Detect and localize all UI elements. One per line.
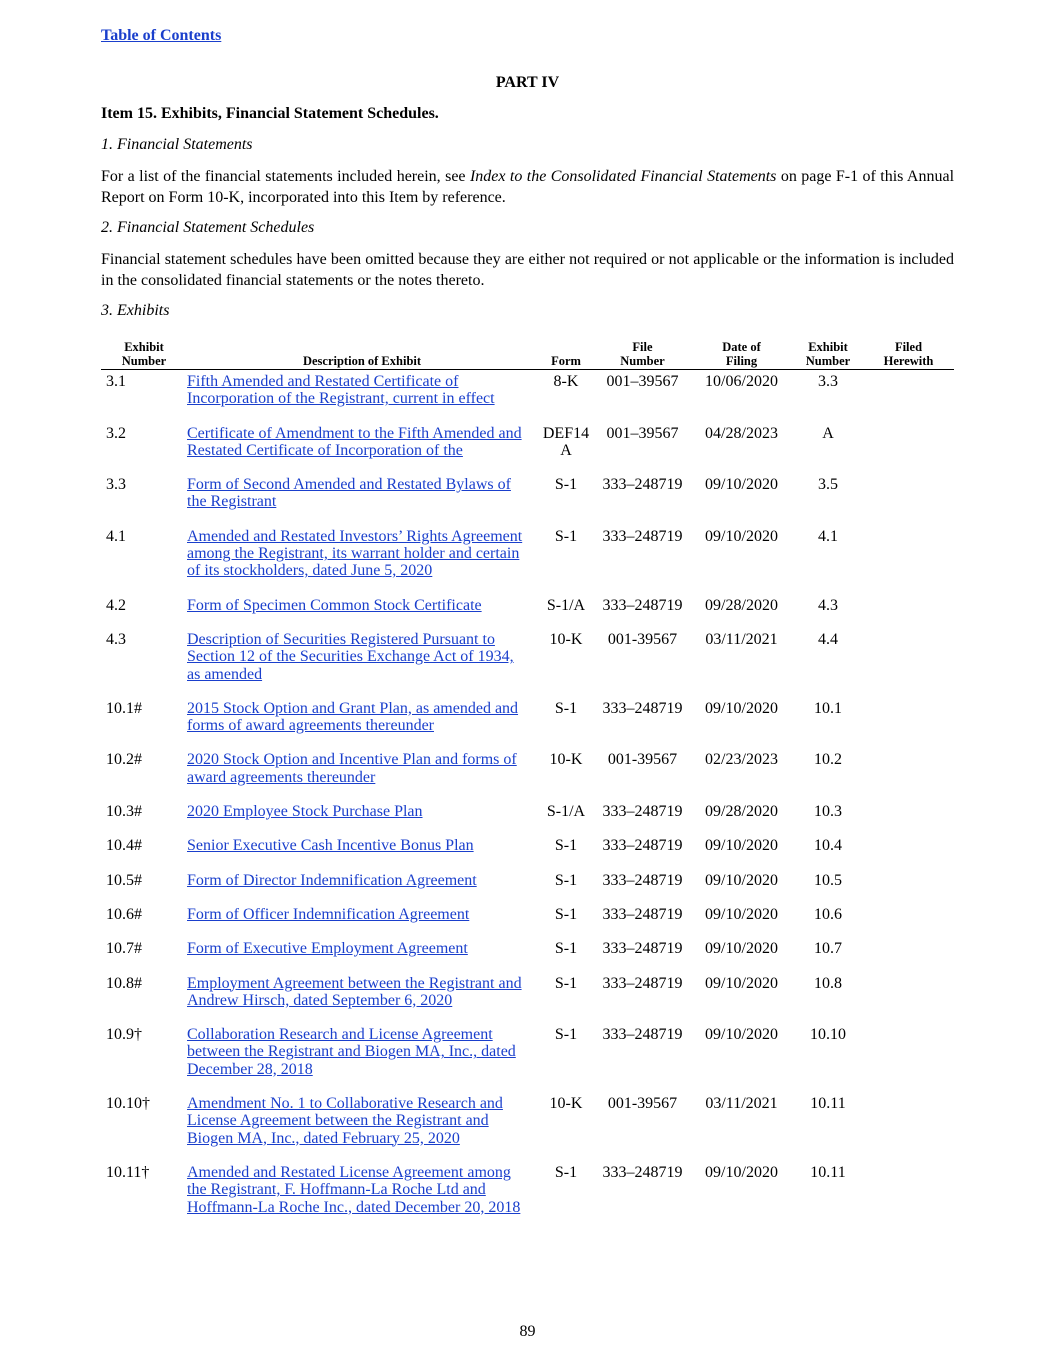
exhibit-ref-cell: 3.3 xyxy=(818,373,838,390)
exhibit-ref-cell: 10.5 xyxy=(814,871,842,889)
exhibit-ref-cell: 3.5 xyxy=(818,476,838,494)
filed-herewith-cell xyxy=(863,1092,954,1161)
exhibit-number-cell: 3.1 xyxy=(106,373,126,390)
date-of-filing-cell: 09/28/2020 xyxy=(705,803,778,821)
filed-herewith-cell xyxy=(863,903,954,937)
description-cell xyxy=(187,869,537,903)
exhibit-description-link[interactable]: Fifth Amended and Restated Certificate of Incorporation of the Registrant, current in effect xyxy=(187,373,495,408)
filed-herewith-cell xyxy=(863,370,954,422)
financial-statements-heading: 1. Financial Statements xyxy=(101,136,253,153)
form-cell: S-1 xyxy=(554,837,578,855)
description-cell xyxy=(187,473,537,525)
date-of-filing-cell: 09/10/2020 xyxy=(705,476,778,494)
exhibit-description-link[interactable]: 2020 Stock Option and Incentive Plan and forms of award agreements thereunder xyxy=(187,751,517,786)
file-number-cell: 333–248719 xyxy=(602,1026,683,1044)
paragraph-text-before: For a list of the financial statements included herein, see xyxy=(101,168,470,185)
exhibit-description-link[interactable]: Form of Officer Indemnification Agreement xyxy=(187,905,470,923)
description-cell xyxy=(187,903,537,937)
filed-herewith-cell xyxy=(863,594,954,628)
exhibit-number-cell: 10.4# xyxy=(106,837,142,855)
description-cell xyxy=(187,972,537,1024)
date-of-filing-cell: 02/23/2023 xyxy=(705,751,778,769)
exhibit-description-link[interactable]: Amended and Restated Investors’ Rights Agreement among the Registrant, its warrant holder and certain of its stockholders, dated June 5, 2020 xyxy=(187,527,523,580)
form-cell: 8-K xyxy=(553,373,579,390)
page-number: 89 xyxy=(519,1323,536,1340)
filed-herewith-cell xyxy=(863,1161,954,1230)
file-number-cell: 333–248719 xyxy=(602,837,683,855)
table-row xyxy=(101,748,954,800)
exhibit-ref-cell: 10.8 xyxy=(814,974,842,992)
date-of-filing-cell: 09/10/2020 xyxy=(705,940,778,958)
exhibit-number-cell: 10.9† xyxy=(106,1026,142,1044)
schedules-heading: 2. Financial Statement Schedules xyxy=(101,219,315,236)
date-of-filing-cell: 09/28/2020 xyxy=(705,596,778,614)
form-cell: S-1 xyxy=(554,527,578,545)
form-cell: 10-K xyxy=(549,1095,583,1113)
file-number-cell: 333–248719 xyxy=(602,905,683,923)
description-cell xyxy=(187,1092,537,1161)
financial-statements-paragraph xyxy=(101,166,954,208)
file-number-cell: 001-39567 xyxy=(607,630,678,648)
filed-herewith-cell xyxy=(863,748,954,800)
date-of-filing-cell: 09/10/2020 xyxy=(705,1026,778,1044)
exhibit-number-cell: 10.6# xyxy=(106,905,142,923)
exhibit-number-cell: 10.3# xyxy=(106,803,142,821)
filed-herewith-cell xyxy=(863,937,954,971)
part-title: PART IV xyxy=(495,74,560,91)
exhibit-description-link[interactable]: Amended and Restated License Agreement among the Registrant, F. Hoffmann-La Roche Ltd and Hoffmann-La Roche Inc., dated December 20, 2018 xyxy=(187,1163,521,1216)
form-cell: S-1 xyxy=(554,940,578,958)
file-number-cell: 333–248719 xyxy=(602,527,683,545)
header-filed-herewith: Filed Herewith xyxy=(863,340,954,370)
file-number-cell: 333–248719 xyxy=(602,803,683,821)
form-cell: S-1 xyxy=(554,974,578,992)
table-row xyxy=(101,594,954,628)
form-cell: S-1 xyxy=(554,1026,578,1044)
exhibit-description-link[interactable]: Certificate of Amendment to the Fifth Amended and Restated Certificate of Incorporation of the xyxy=(187,424,522,459)
file-number-cell: 001-39567 xyxy=(607,1095,678,1113)
exhibit-number-cell: 10.5# xyxy=(106,871,142,889)
description-cell xyxy=(187,525,537,594)
table-row xyxy=(101,1092,954,1161)
table-row xyxy=(101,697,954,749)
file-number-cell: 333–248719 xyxy=(602,974,683,992)
exhibit-ref-cell: 10.11 xyxy=(810,1163,846,1181)
table-row xyxy=(101,869,954,903)
filed-herewith-cell xyxy=(863,422,954,474)
table-row xyxy=(101,525,954,594)
exhibits-heading: 3. Exhibits xyxy=(101,302,170,319)
filed-herewith-cell xyxy=(863,1023,954,1092)
description-cell xyxy=(187,697,537,749)
exhibit-number-cell: 3.2 xyxy=(106,424,126,442)
table-row xyxy=(101,800,954,834)
exhibit-ref-cell: 4.1 xyxy=(818,527,838,545)
date-of-filing-cell: 09/10/2020 xyxy=(705,699,778,717)
exhibit-ref-cell: 10.10 xyxy=(810,1026,846,1044)
table-row xyxy=(101,422,954,474)
description-cell xyxy=(187,594,537,628)
table-row xyxy=(101,628,954,697)
file-number-cell: 001-39567 xyxy=(607,751,678,769)
date-of-filing-cell: 09/10/2020 xyxy=(705,837,778,855)
exhibit-ref-cell: 4.3 xyxy=(818,596,838,614)
schedules-paragraph: Financial statement schedules have been omitted because they are either not required or not applicable or the information is included in the consolidated financial statements or the notes thereto. xyxy=(101,251,954,289)
description-cell xyxy=(187,1161,537,1230)
file-number-cell: 333–248719 xyxy=(602,596,683,614)
filed-herewith-cell xyxy=(863,628,954,697)
exhibit-description-link[interactable]: Description of Securities Registered Pursuant to Section 12 of the Securities Exchange Act of 1934, as amended xyxy=(187,630,514,683)
form-cell: S-1 xyxy=(554,905,578,923)
filed-herewith-cell xyxy=(863,473,954,525)
exhibit-ref-cell: 10.4 xyxy=(814,837,842,855)
table-row xyxy=(101,1023,954,1092)
filed-herewith-cell xyxy=(863,525,954,594)
exhibit-description-link[interactable]: Form of Specimen Common Stock Certificate xyxy=(187,596,482,614)
exhibit-ref-cell: 10.6 xyxy=(814,905,842,923)
exhibit-number-cell: 10.7# xyxy=(106,940,142,958)
exhibit-number-cell: 4.1 xyxy=(106,527,126,545)
item-heading: Item 15. Exhibits, Financial Statement Schedules. xyxy=(101,105,439,122)
description-cell xyxy=(187,834,537,868)
date-of-filing-cell: 10/06/2020 xyxy=(705,373,778,390)
file-number-cell: 001–39567 xyxy=(606,424,679,442)
header-exhibit-number: Exhibit Number xyxy=(101,340,187,370)
filed-herewith-cell xyxy=(863,972,954,1024)
description-cell xyxy=(187,1023,537,1092)
file-number-cell: 333–248719 xyxy=(602,476,683,494)
description-cell xyxy=(187,937,537,971)
exhibit-ref-cell: 10.3 xyxy=(814,803,842,821)
exhibit-description-link[interactable]: 2015 Stock Option and Grant Plan, as amended and forms of award agreements thereunder xyxy=(187,699,519,735)
date-of-filing-cell: 09/10/2020 xyxy=(705,871,778,889)
filed-herewith-cell xyxy=(863,834,954,868)
table-header-row xyxy=(101,340,954,370)
exhibit-ref-cell: A xyxy=(822,424,834,442)
description-cell xyxy=(187,370,537,422)
exhibit-ref-cell: 4.4 xyxy=(818,630,838,648)
header-exhibit-ref-number: Exhibit Number xyxy=(793,340,863,370)
exhibit-number-cell: 10.10† xyxy=(106,1095,150,1113)
form-cell: S-1 xyxy=(554,476,578,494)
exhibit-description-link[interactable]: Amendment No. 1 to Collaborative Research and License Agreement between the Registrant and Biogen MA, Inc., dated February 25, 2020 xyxy=(187,1095,503,1147)
exhibit-number-cell: 10.11† xyxy=(106,1163,150,1181)
date-of-filing-cell: 03/11/2021 xyxy=(705,1095,778,1113)
table-row xyxy=(101,1161,954,1230)
filed-herewith-cell xyxy=(863,869,954,903)
file-number-cell: 333–248719 xyxy=(602,871,683,889)
exhibit-number-cell: 4.2 xyxy=(106,596,126,614)
description-cell xyxy=(187,628,537,697)
paragraph-text-after: on page F-1 of this Annual Report on Form 10-K, incorporated into this Item by reference. xyxy=(101,168,955,206)
exhibit-ref-cell: 10.7 xyxy=(814,940,842,958)
date-of-filing-cell: 09/10/2020 xyxy=(705,905,778,923)
index-reference: Index to the Consolidated Financial Statements xyxy=(469,168,777,185)
exhibit-ref-cell: 10.2 xyxy=(814,751,842,769)
form-cell: S-1 xyxy=(554,871,578,889)
header-description: Description of Exhibit xyxy=(187,340,537,370)
date-of-filing-cell: 04/28/2023 xyxy=(705,424,778,442)
table-row xyxy=(101,473,954,525)
form-cell: 10-K xyxy=(549,630,583,648)
exhibits-table xyxy=(101,340,954,1230)
exhibit-number-cell: 3.3 xyxy=(106,476,126,494)
filed-herewith-cell xyxy=(863,697,954,749)
file-number-cell: 333–248719 xyxy=(602,940,683,958)
header-file-number: File Number xyxy=(595,340,690,370)
exhibit-rows xyxy=(101,370,954,1230)
table-of-contents-link[interactable]: Table of Contents xyxy=(101,27,222,44)
exhibit-number-cell: 4.3 xyxy=(106,630,126,648)
file-number-cell: 333–248719 xyxy=(602,1163,683,1181)
description-cell xyxy=(187,748,537,800)
exhibit-description-link[interactable]: Form of Second Amended and Restated Bylaws of the Registrant xyxy=(187,476,511,511)
description-cell xyxy=(187,422,537,474)
exhibit-description-link[interactable]: 2020 Employee Stock Purchase Plan xyxy=(187,803,423,821)
form-cell: S-1/A xyxy=(546,596,586,614)
exhibit-number-cell: 10.1# xyxy=(106,699,142,717)
exhibit-description-link[interactable]: Form of Executive Employment Agreement xyxy=(187,940,468,958)
file-number-cell: 333–248719 xyxy=(602,699,683,717)
exhibit-description-link[interactable]: Employment Agreement between the Registrant and Andrew Hirsch, dated September 6, 2020 xyxy=(187,974,522,1009)
header-date-of-filing: Date of Filing xyxy=(690,340,793,370)
filed-herewith-cell xyxy=(863,800,954,834)
exhibit-description-link[interactable]: Collaboration Research and License Agreement between the Registrant and Biogen MA, Inc., dated December 28, 2018 xyxy=(187,1026,516,1078)
exhibit-ref-cell: 10.11 xyxy=(810,1095,846,1113)
form-cell: S-1 xyxy=(554,1163,578,1181)
date-of-filing-cell: 03/11/2021 xyxy=(705,630,778,648)
exhibit-description-link[interactable]: Senior Executive Cash Incentive Bonus Plan xyxy=(187,837,474,855)
table-row xyxy=(101,972,954,1024)
exhibit-number-cell: 10.8# xyxy=(106,974,142,992)
date-of-filing-cell: 09/10/2020 xyxy=(705,1163,778,1181)
table-row xyxy=(101,903,954,937)
file-number-cell: 001–39567 xyxy=(606,373,679,390)
exhibit-description-link[interactable]: Form of Director Indemnification Agreement xyxy=(187,871,477,889)
exhibit-number-cell: 10.2# xyxy=(106,751,142,769)
form-cell: DEF14 A xyxy=(542,424,590,459)
table-row xyxy=(101,937,954,971)
form-cell: 10-K xyxy=(549,751,583,769)
table-row xyxy=(101,834,954,868)
exhibit-ref-cell: 10.1 xyxy=(814,699,842,717)
description-cell xyxy=(187,800,537,834)
form-cell: S-1 xyxy=(554,699,578,717)
form-cell: S-1/A xyxy=(546,803,586,821)
date-of-filing-cell: 09/10/2020 xyxy=(705,974,778,992)
header-form: Form xyxy=(537,340,595,370)
table-row xyxy=(101,370,954,422)
date-of-filing-cell: 09/10/2020 xyxy=(705,527,778,545)
